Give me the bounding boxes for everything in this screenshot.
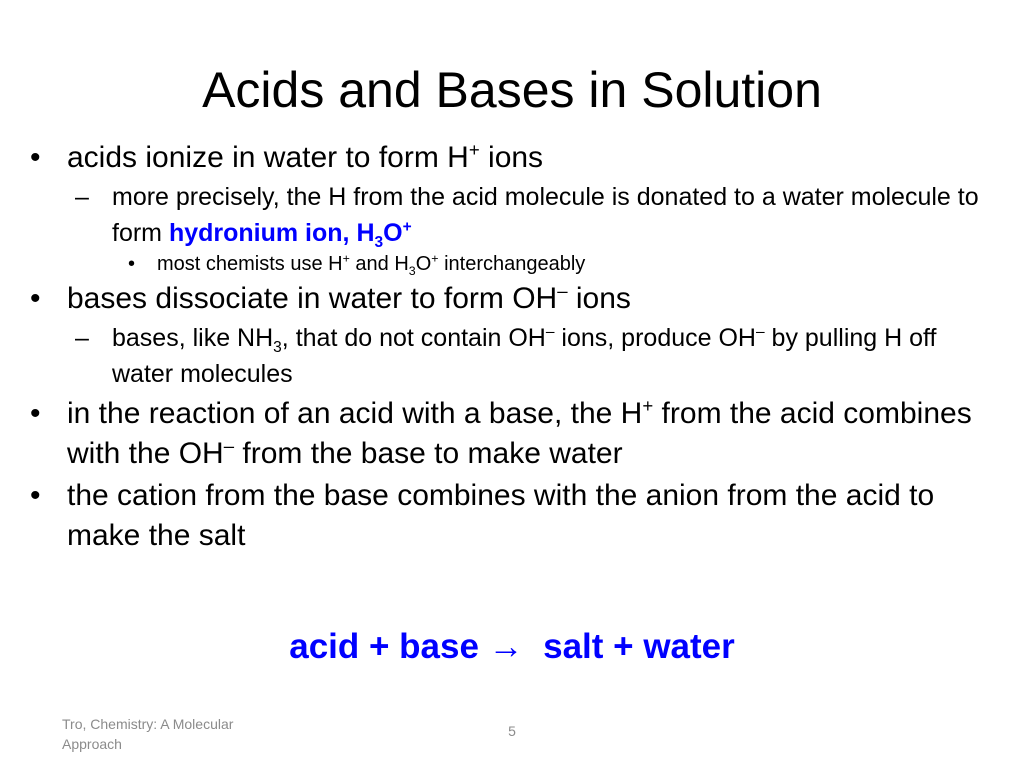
text: O — [415, 253, 432, 275]
highlight-text: hydronium ion, H — [168, 219, 375, 247]
text: interchangeably — [438, 253, 586, 275]
superscript: + — [402, 218, 412, 236]
highlight-hydronium — [168, 218, 412, 251]
superscript: + — [342, 251, 350, 266]
bullet-text: acids ionize in water to form H — [67, 141, 469, 174]
text: ions, produce OH — [554, 324, 756, 352]
superscript: – — [755, 323, 765, 341]
dash-marker: – — [75, 183, 89, 211]
subsubbullet-interchangeably — [30, 251, 980, 277]
highlight-text: O — [383, 219, 403, 247]
bullet-cation-anion — [30, 476, 980, 556]
subbullet-nh3 — [30, 320, 980, 392]
text: bases, like NH — [112, 324, 274, 352]
bullet-text: bases dissociate in water to form OH — [67, 282, 558, 315]
superscript: + — [468, 139, 480, 160]
bullet-text: ions — [567, 282, 631, 315]
text: from the acid combines with the OH — [67, 397, 972, 470]
bullet-text: the cation from the base combines with the anion from the acid to make the salt — [67, 479, 935, 552]
superscript: – — [557, 280, 568, 301]
page-number: 5 — [508, 723, 516, 739]
text: in the reaction of an acid with a base, the H — [67, 397, 643, 430]
footer-source: Tro, Chemistry: A Molecular Approach — [62, 716, 234, 752]
text: by pulling H off water molecules — [112, 324, 937, 388]
subscript: 3 — [374, 234, 384, 251]
arrow-icon: → — [488, 627, 524, 666]
text: and H — [349, 253, 409, 275]
subscript: 3 — [273, 339, 282, 356]
equation-right: salt + water — [523, 627, 735, 666]
text: from the base to make water — [234, 437, 623, 470]
slide-title: Acids and Bases in Solution — [202, 62, 822, 118]
superscript: + — [642, 395, 654, 416]
bullet-acids-ionize — [30, 138, 980, 178]
bullet-text: ions — [479, 141, 544, 174]
subbullet-hydronium — [30, 179, 980, 251]
bullet-reaction — [30, 394, 980, 474]
superscript: + — [431, 251, 439, 266]
dash-marker: – — [75, 324, 89, 352]
superscript: – — [545, 323, 555, 341]
text: most chemists use H — [157, 253, 343, 275]
subbullet-text: more precisely, the H from the acid molecule is donated to a water molecule to form — [112, 183, 979, 247]
bullet-bases-dissociate — [30, 279, 980, 319]
slide-body — [30, 136, 980, 556]
superscript: – — [223, 435, 235, 456]
equation-left: acid + base — [289, 627, 489, 666]
subscript: 3 — [408, 264, 416, 278]
reaction-equation — [0, 625, 1024, 669]
text: , that do not contain OH — [281, 324, 546, 352]
